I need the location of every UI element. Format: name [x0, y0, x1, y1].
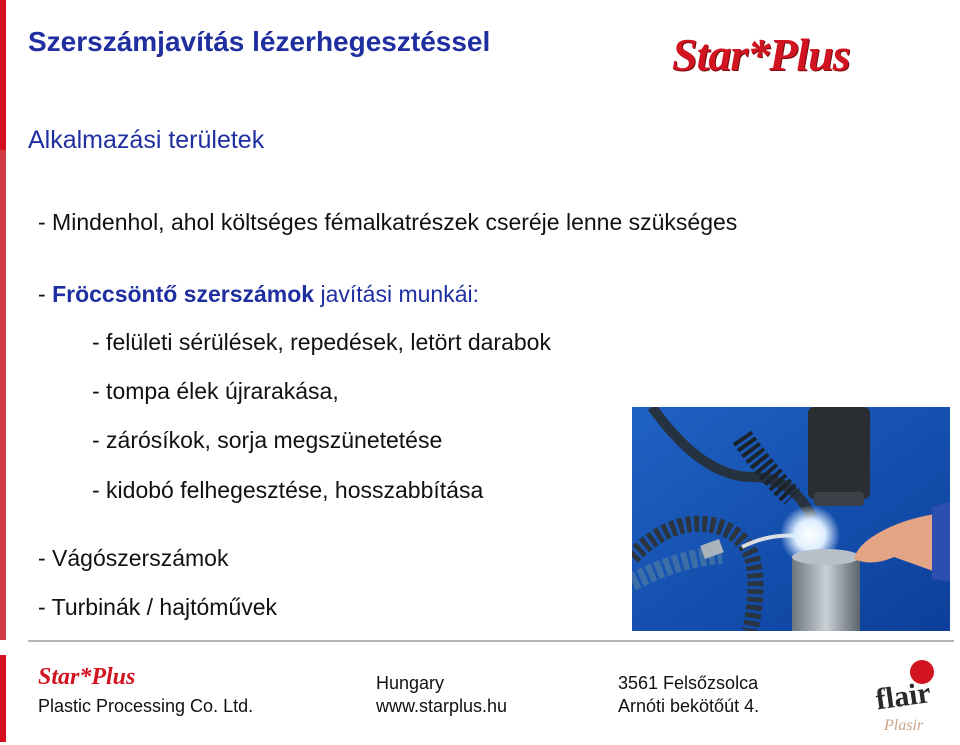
footer-divider — [28, 640, 954, 642]
footer-company: Plastic Processing Co. Ltd. — [38, 696, 254, 716]
laser-welding-photo — [632, 407, 950, 631]
laser-welding-photo-illustration — [632, 407, 950, 631]
section-subtitle: Alkalmazási területek — [28, 126, 265, 154]
bullet-item-2-bold: Fröccsöntő szerszámok — [52, 281, 315, 307]
left-accent-bar-top — [0, 0, 6, 150]
footer-city: 3561 Felsőzsolca — [618, 673, 759, 693]
page-title: Szerszámjavítás lézerhegesztéssel — [28, 26, 491, 57]
footer-street: Arnóti bekötőút 4. — [618, 696, 760, 716]
sub-item-2: - tompa élek újrarakása, — [92, 378, 339, 404]
sub-item-1: - felületi sérülések, repedések, letört darabok — [92, 329, 551, 355]
bullet-item-3: - Vágószerszámok — [38, 545, 229, 571]
footer-starplus-logo: Star*Plus — [38, 664, 136, 690]
bullet-item-4: - Turbinák / hajtóművek — [38, 594, 278, 620]
footer-website: www.starplus.hu — [376, 696, 508, 716]
svg-text:flair: flair — [873, 676, 933, 717]
bullet-item-2 — [38, 281, 479, 308]
bullet-item-2-rest: javítási munkái: — [314, 281, 479, 307]
left-accent-bar-middle — [0, 150, 6, 640]
flair-logo — [872, 654, 952, 740]
bullet-item-2-prefix: - — [38, 281, 53, 307]
footer-country: Hungary — [376, 673, 445, 693]
starplus-logo-text: Star*Plus — [672, 29, 850, 80]
left-accent-bar-bottom — [0, 655, 6, 742]
bullet-item-1: - Mindenhol, ahol költséges fémalkatrészek cseréje lenne szükséges — [38, 209, 738, 235]
flair-logo-icon — [872, 654, 952, 740]
sub-item-4: - kidobó felhegesztése, hosszabbítása — [92, 477, 484, 503]
svg-text:Plasir: Plasir — [884, 717, 924, 734]
sub-item-3: - zárósíkok, sorja megszünetetése — [92, 427, 443, 453]
starplus-logo — [672, 28, 954, 80]
